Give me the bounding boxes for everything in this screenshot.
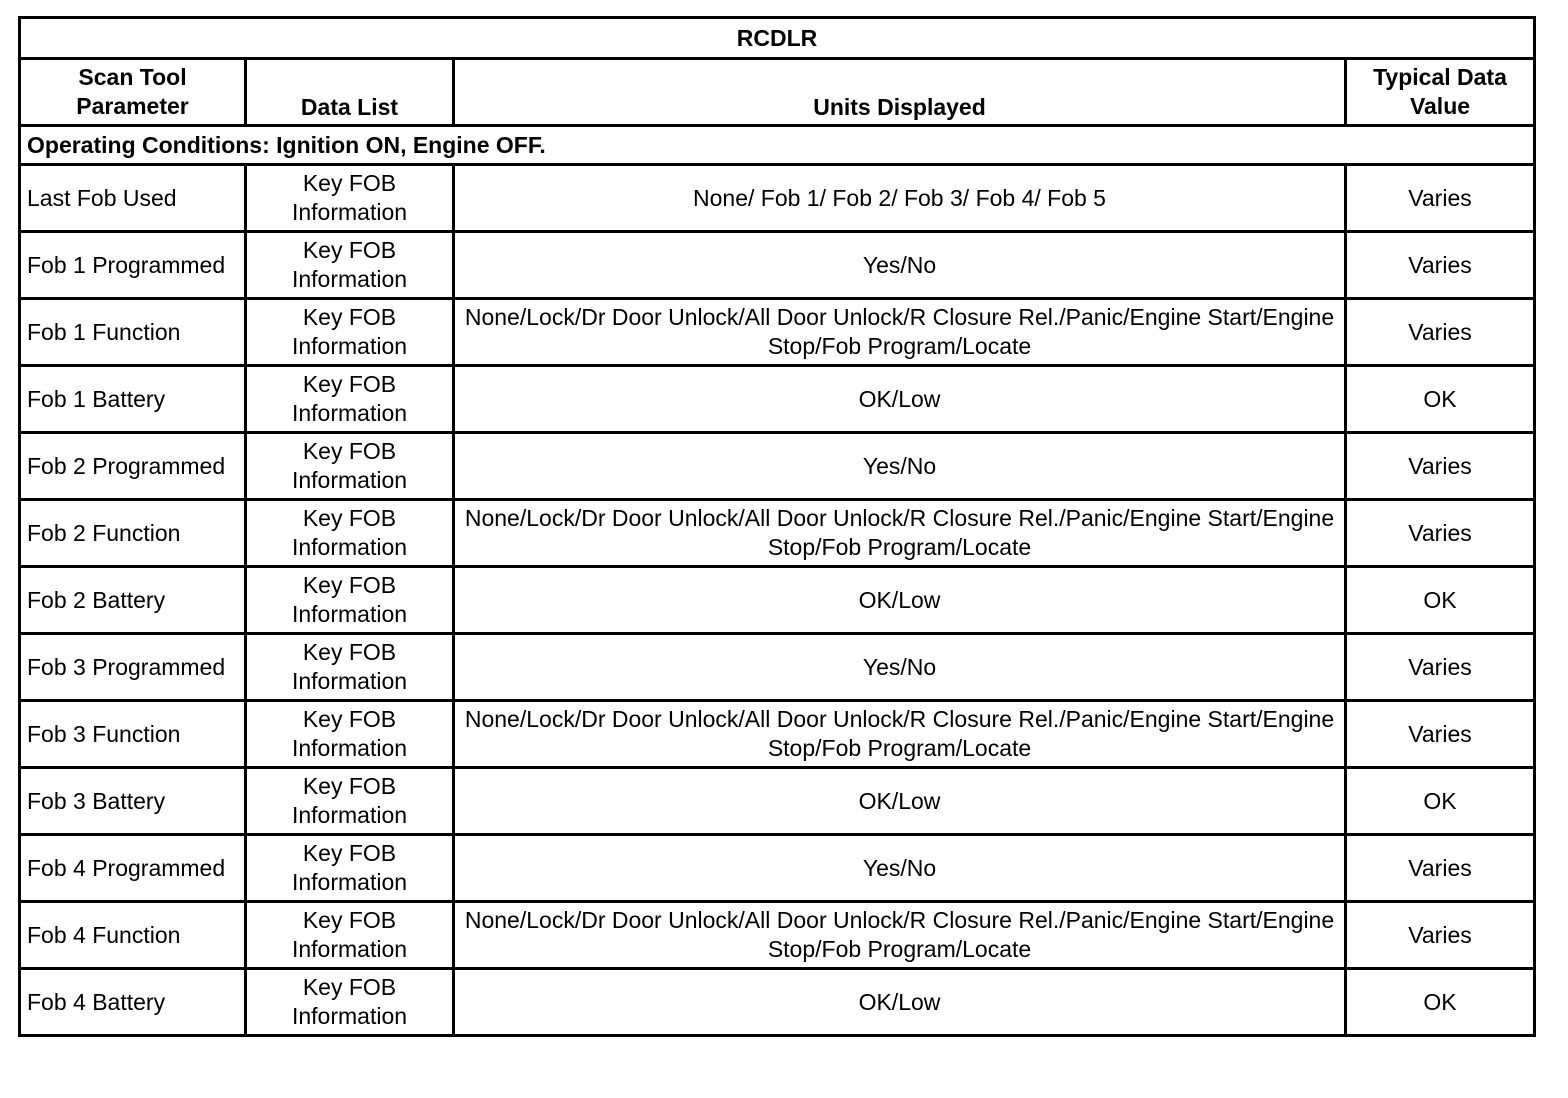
table-row (20, 835, 1535, 902)
typical-value-cell: OK (1346, 969, 1535, 1036)
scan-tool-data-table (18, 16, 1536, 1037)
table-row (20, 634, 1535, 701)
table-row (20, 500, 1535, 567)
parameter-cell: Fob 3 Function (20, 701, 246, 768)
units-displayed-cell: OK/Low (454, 969, 1346, 1036)
data-list-cell: Key FOB Information (246, 634, 454, 701)
data-list-cell: Key FOB Information (246, 232, 454, 299)
data-list-cell: Key FOB Information (246, 299, 454, 366)
units-displayed-cell: OK/Low (454, 366, 1346, 433)
units-displayed-cell: Yes/No (454, 835, 1346, 902)
table-row (20, 567, 1535, 634)
table-row (20, 969, 1535, 1036)
data-list-cell: Key FOB Information (246, 165, 454, 232)
data-list-cell: Key FOB Information (246, 969, 454, 1036)
header-data-list: Data List (246, 59, 454, 126)
typical-value-cell: Varies (1346, 634, 1535, 701)
data-list-cell: Key FOB Information (246, 433, 454, 500)
units-displayed-cell: None/Lock/Dr Door Unlock/All Door Unlock/R Closure Rel./Panic/Engine Start/Engine Stop/Fob Program/Locate (454, 701, 1346, 768)
header-typical-data-value: Typical Data Value (1346, 59, 1535, 126)
table-row (20, 902, 1535, 969)
parameter-cell: Fob 1 Programmed (20, 232, 246, 299)
parameter-cell: Fob 1 Function (20, 299, 246, 366)
parameter-cell: Fob 1 Battery (20, 366, 246, 433)
operating-conditions: Operating Conditions: Ignition ON, Engine OFF. (20, 126, 1535, 165)
data-list-cell: Key FOB Information (246, 366, 454, 433)
typical-value-cell: OK (1346, 366, 1535, 433)
parameter-cell: Fob 3 Battery (20, 768, 246, 835)
header-units-displayed: Units Displayed (454, 59, 1346, 126)
units-displayed-cell: OK/Low (454, 567, 1346, 634)
parameter-cell: Fob 4 Battery (20, 969, 246, 1036)
data-list-cell: Key FOB Information (246, 902, 454, 969)
units-displayed-cell: Yes/No (454, 433, 1346, 500)
typical-value-cell: Varies (1346, 232, 1535, 299)
table-title: RCDLR (20, 18, 1535, 59)
data-list-cell: Key FOB Information (246, 768, 454, 835)
table-row (20, 433, 1535, 500)
parameter-cell: Fob 2 Battery (20, 567, 246, 634)
table-row (20, 165, 1535, 232)
units-displayed-cell: None/Lock/Dr Door Unlock/All Door Unlock/R Closure Rel./Panic/Engine Start/Engine Stop/Fob Program/Locate (454, 902, 1346, 969)
typical-value-cell: Varies (1346, 433, 1535, 500)
typical-value-cell: Varies (1346, 165, 1535, 232)
parameter-cell: Fob 2 Function (20, 500, 246, 567)
data-list-cell: Key FOB Information (246, 835, 454, 902)
units-displayed-cell: None/ Fob 1/ Fob 2/ Fob 3/ Fob 4/ Fob 5 (454, 165, 1346, 232)
table-row (20, 232, 1535, 299)
units-displayed-cell: OK/Low (454, 768, 1346, 835)
parameter-cell: Fob 2 Programmed (20, 433, 246, 500)
table-row (20, 366, 1535, 433)
table-row (20, 299, 1535, 366)
typical-value-cell: Varies (1346, 299, 1535, 366)
parameter-cell: Fob 4 Programmed (20, 835, 246, 902)
typical-value-cell: Varies (1346, 701, 1535, 768)
parameter-cell: Fob 3 Programmed (20, 634, 246, 701)
parameter-cell: Last Fob Used (20, 165, 246, 232)
units-displayed-cell: None/Lock/Dr Door Unlock/All Door Unlock/R Closure Rel./Panic/Engine Start/Engine Stop/Fob Program/Locate (454, 299, 1346, 366)
data-list-cell: Key FOB Information (246, 500, 454, 567)
units-displayed-cell: Yes/No (454, 634, 1346, 701)
header-scan-tool-parameter: Scan Tool Parameter (20, 59, 246, 126)
data-list-cell: Key FOB Information (246, 567, 454, 634)
typical-value-cell: OK (1346, 567, 1535, 634)
units-displayed-cell: None/Lock/Dr Door Unlock/All Door Unlock/R Closure Rel./Panic/Engine Start/Engine Stop/Fob Program/Locate (454, 500, 1346, 567)
table-row (20, 701, 1535, 768)
data-list-cell: Key FOB Information (246, 701, 454, 768)
units-displayed-cell: Yes/No (454, 232, 1346, 299)
typical-value-cell: Varies (1346, 902, 1535, 969)
typical-value-cell: Varies (1346, 835, 1535, 902)
typical-value-cell: OK (1346, 768, 1535, 835)
parameter-cell: Fob 4 Function (20, 902, 246, 969)
table-row (20, 768, 1535, 835)
typical-value-cell: Varies (1346, 500, 1535, 567)
